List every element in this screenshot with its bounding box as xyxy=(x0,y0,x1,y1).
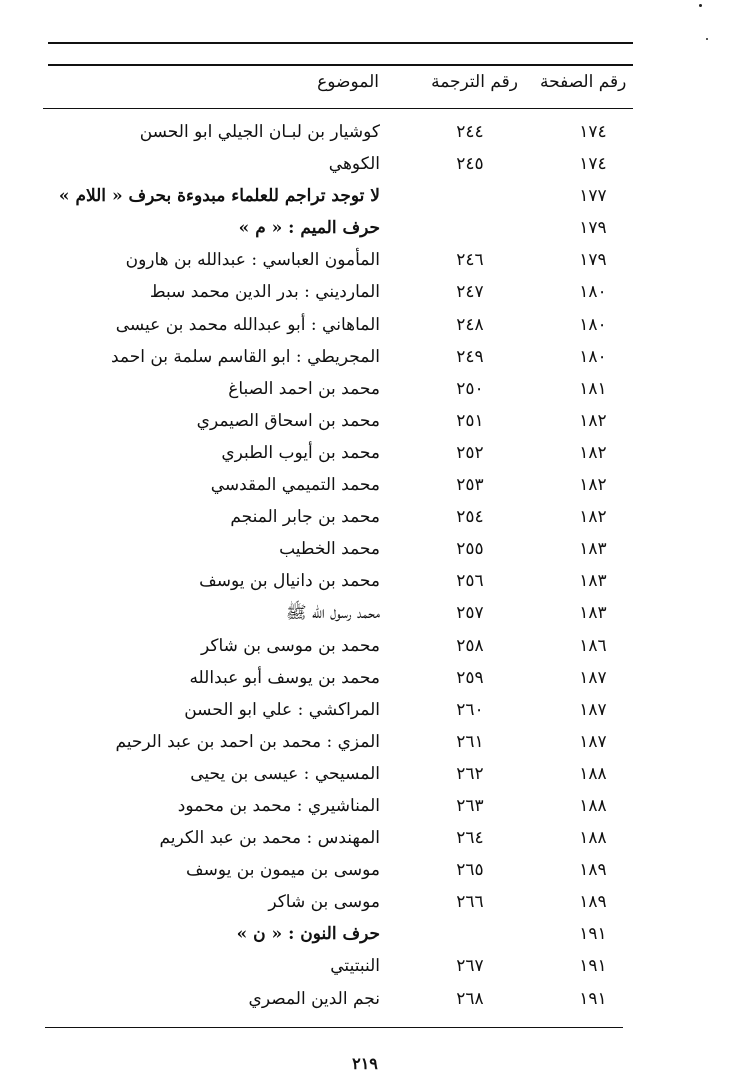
row-entry-number: ٢٥٩ xyxy=(456,667,484,688)
table-row xyxy=(0,695,731,727)
page-number: ٢١٩ xyxy=(352,1054,378,1073)
row-entry-number: ٢٤٩ xyxy=(456,346,484,367)
table-row xyxy=(0,117,731,149)
table-row xyxy=(0,598,731,630)
row-entry-number: ٢٤٨ xyxy=(456,314,484,335)
row-topic: المزي : محمد بن احمد بن عبد الرحيم xyxy=(115,731,380,752)
row-entry-number: ٢٥٢ xyxy=(456,442,484,463)
row-page-number: ١٩١ xyxy=(579,924,607,945)
row-topic: المراكشي : علي ابو الحسن xyxy=(184,699,380,720)
table-row xyxy=(0,823,731,855)
row-topic: نجم الدين المصري xyxy=(248,988,380,1009)
row-topic: محمد الخطيب xyxy=(279,539,380,560)
row-topic: موسى بن ميمون بن يوسف xyxy=(186,860,380,881)
row-page-number: ١٨٨ xyxy=(579,828,607,849)
table-row xyxy=(0,277,731,309)
row-entry-number: ٢٦٥ xyxy=(456,860,484,881)
table-row xyxy=(0,342,731,374)
row-topic: لا توجد تراجم للعلماء مبدوءة بحرف « اللام » xyxy=(58,186,380,207)
print-speck xyxy=(706,38,708,40)
row-topic: المأمون العباسي : عبدالله بن هارون xyxy=(125,250,380,271)
row-page-number: ١٨٣ xyxy=(579,539,607,560)
row-page-number: ١٧٤ xyxy=(579,154,607,175)
row-page-number: ١٨٩ xyxy=(579,860,607,881)
row-page-number: ١٨٦ xyxy=(579,635,607,656)
table-row xyxy=(0,534,731,566)
row-entry-number: ٢٦٨ xyxy=(456,988,484,1009)
row-entry-number: ٢٦٢ xyxy=(456,763,484,784)
row-topic: محمد بن اسحاق الصيمري xyxy=(196,410,380,431)
table-row xyxy=(0,631,731,663)
header-page-number: رقم الصفحة xyxy=(540,72,627,92)
row-page-number: ١٨٣ xyxy=(579,603,607,624)
header-bottom-rule xyxy=(43,108,633,109)
row-entry-number: ٢٤٧ xyxy=(456,282,484,303)
header-top-rule xyxy=(48,64,633,66)
row-topic: موسى بن شاكر xyxy=(268,892,380,913)
row-page-number: ١٨٢ xyxy=(579,507,607,528)
row-topic: المارديني : بدر الدين محمد سبط xyxy=(149,282,380,303)
row-entry-number: ٢٤٥ xyxy=(456,154,484,175)
row-entry-number: ٢٤٤ xyxy=(456,122,484,142)
table-row xyxy=(0,149,731,181)
table-row xyxy=(0,438,731,470)
row-entry-number: ٢٥٣ xyxy=(456,475,484,496)
row-topic: محمد بن احمد الصباغ xyxy=(228,378,380,399)
row-page-number: ١٧٧ xyxy=(579,186,607,207)
table-row xyxy=(0,310,731,342)
row-page-number: ١٨٠ xyxy=(579,346,607,367)
row-page-number: ١٨٣ xyxy=(579,571,607,592)
row-entry-number: ٢٥٧ xyxy=(456,603,484,624)
section-heading-row xyxy=(0,919,731,951)
top-rule xyxy=(48,42,633,44)
row-page-number: ١٨١ xyxy=(579,378,607,399)
row-entry-number: ٢٦٤ xyxy=(456,828,484,849)
row-page-number: ١٨٧ xyxy=(579,699,607,720)
print-speck xyxy=(699,4,702,7)
row-entry-number: ٢٤٦ xyxy=(456,250,484,271)
row-topic: محمد رسول الله ﷺ xyxy=(286,603,380,624)
table-row xyxy=(0,791,731,823)
row-topic: النبتيتي xyxy=(330,956,380,977)
row-page-number: ١٨٧ xyxy=(579,667,607,688)
row-entry-number: ٢٦٣ xyxy=(456,795,484,816)
row-topic: الماهاني : أبو عبدالله محمد بن عيسى xyxy=(115,314,380,335)
row-entry-number: ٢٦٧ xyxy=(456,956,484,977)
row-entry-number: ٢٦٦ xyxy=(456,892,484,913)
table-row xyxy=(0,406,731,438)
row-page-number: ١٨٠ xyxy=(579,314,607,335)
row-page-number: ١٨٨ xyxy=(579,763,607,784)
table-row xyxy=(0,470,731,502)
row-entry-number: ٢٥٨ xyxy=(456,635,484,656)
section-heading-row xyxy=(0,213,731,245)
row-page-number: ١٧٤ xyxy=(579,122,607,142)
row-entry-number: ٢٥٥ xyxy=(456,539,484,560)
row-topic: حرف الميم : « م » xyxy=(238,218,380,239)
row-topic: محمد بن موسى بن شاكر xyxy=(201,635,380,656)
section-heading-row xyxy=(0,181,731,213)
table-row xyxy=(0,759,731,791)
row-page-number: ١٨٧ xyxy=(579,731,607,752)
row-page-number: ١٧٩ xyxy=(579,250,607,271)
row-entry-number: ٢٥٦ xyxy=(456,571,484,592)
row-entry-number: ٢٥١ xyxy=(456,410,484,431)
table-row xyxy=(0,663,731,695)
row-topic: محمد بن جابر المنجم xyxy=(230,507,380,528)
row-page-number: ١٨٠ xyxy=(579,282,607,303)
row-topic: المهندس : محمد بن عبد الكريم xyxy=(159,828,380,849)
row-page-number: ١٨٢ xyxy=(579,442,607,463)
row-page-number: ١٨٢ xyxy=(579,475,607,496)
table-row xyxy=(0,951,731,983)
row-entry-number: ٢٦١ xyxy=(456,731,484,752)
row-page-number: ١٨٩ xyxy=(579,892,607,913)
bottom-rule xyxy=(45,1027,623,1028)
table-row xyxy=(0,855,731,887)
table-row xyxy=(0,887,731,919)
table-row xyxy=(0,727,731,759)
table-row xyxy=(0,374,731,406)
row-topic: المسيحي : عيسى بن يحيى xyxy=(190,763,380,784)
row-topic: حرف النون : « ن » xyxy=(236,924,380,945)
row-topic: الكوهي xyxy=(328,154,380,175)
row-page-number: ١٩١ xyxy=(579,988,607,1009)
row-topic: محمد بن أيوب الطبري xyxy=(221,442,380,463)
index-table xyxy=(0,117,731,1016)
row-topic: كوشيار بن لبـان الجيلي ابو الحسن xyxy=(139,122,380,142)
row-page-number: ١٨٢ xyxy=(579,410,607,431)
table-row xyxy=(0,502,731,534)
row-entry-number: ٢٥٤ xyxy=(456,507,484,528)
row-entry-number: ٢٥٠ xyxy=(456,378,484,399)
table-row xyxy=(0,984,731,1016)
row-page-number: ١٩١ xyxy=(579,956,607,977)
row-topic: المجريطي : ابو القاسم سلمة بن احمد xyxy=(110,346,380,367)
header-entry-number: رقم الترجمة xyxy=(431,72,518,92)
row-page-number: ١٨٨ xyxy=(579,795,607,816)
row-topic: محمد التميمي المقدسي xyxy=(210,475,380,496)
table-row xyxy=(0,245,731,277)
row-topic: محمد بن دانيال بن يوسف xyxy=(199,571,380,592)
header-topic: الموضوع xyxy=(317,72,379,92)
row-topic: المناشيري : محمد بن محمود xyxy=(177,795,380,816)
table-row xyxy=(0,566,731,598)
row-topic: محمد بن يوسف أبو عبدالله xyxy=(189,667,380,688)
row-entry-number: ٢٦٠ xyxy=(456,699,484,720)
row-page-number: ١٧٩ xyxy=(579,218,607,239)
